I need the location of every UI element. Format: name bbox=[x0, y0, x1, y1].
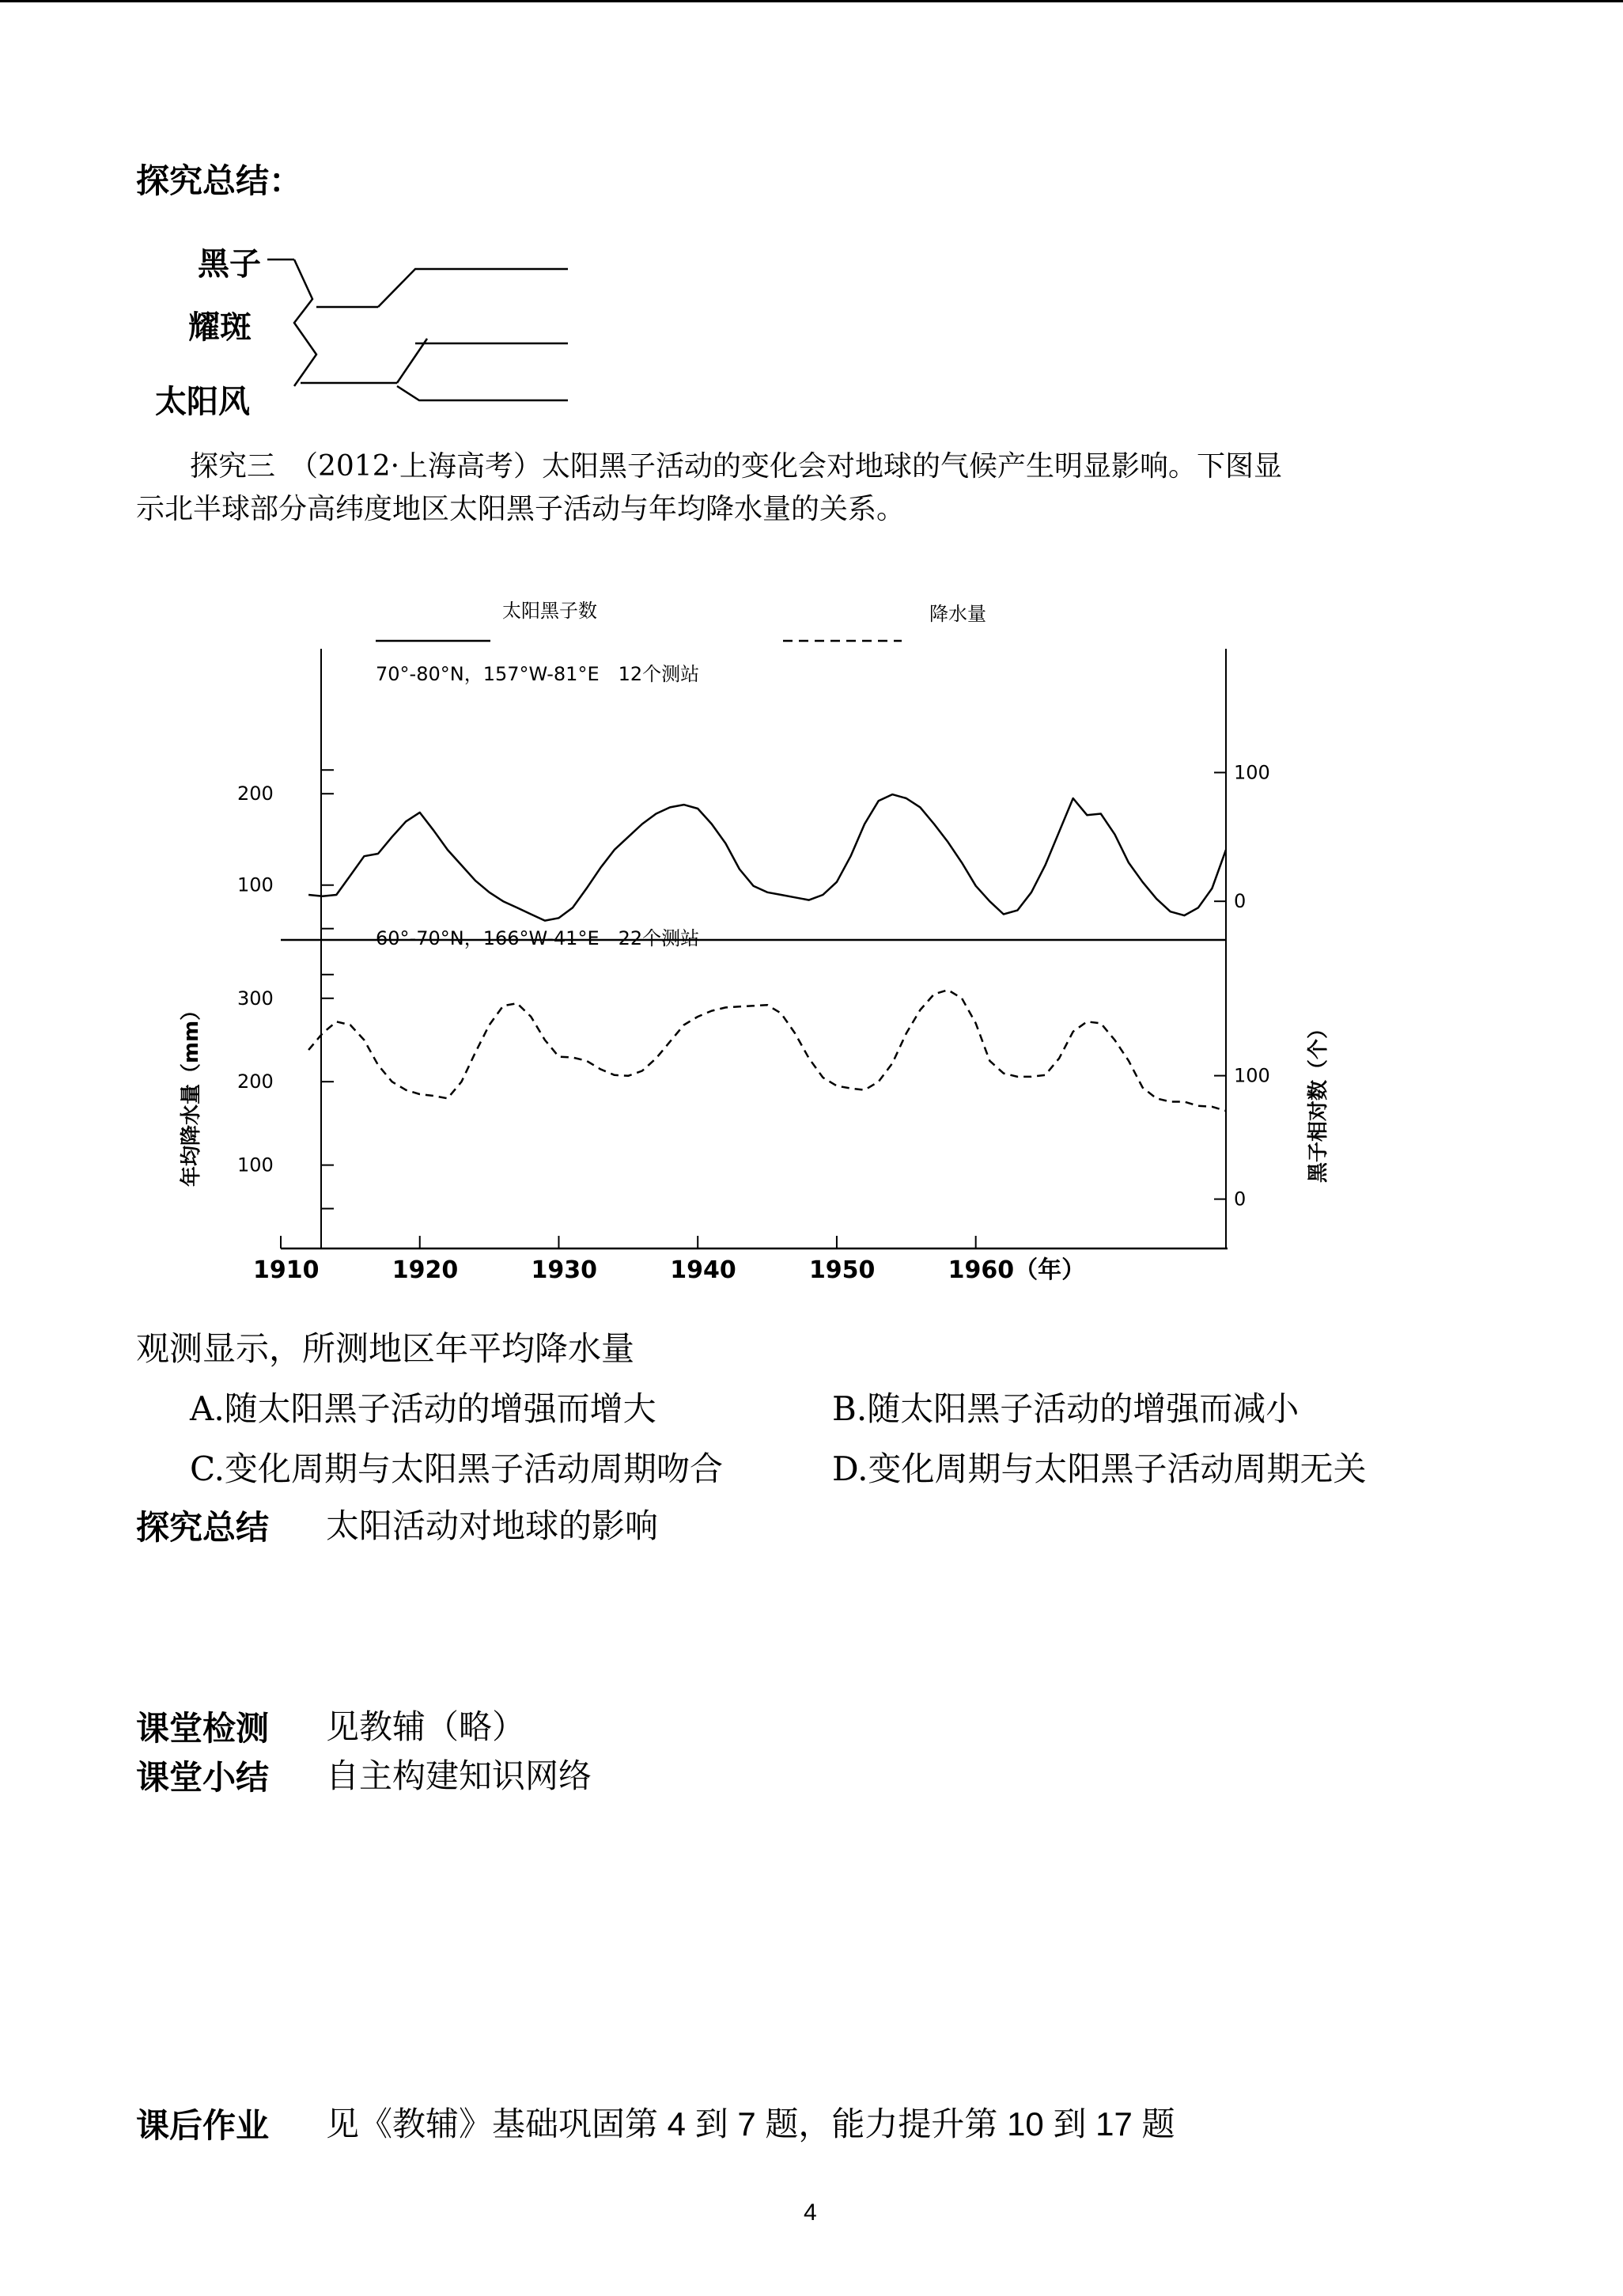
panel1-left-tick-label-200: 200 bbox=[237, 782, 274, 805]
panel1-left-tick-label-100: 100 bbox=[237, 873, 274, 896]
question-intro-line2: 示北半球部分高纬度地区太阳黑子活动与年均降水量的关系。 bbox=[136, 493, 906, 525]
question-stem: 观测显示，所测地区年平均降水量 bbox=[136, 1329, 635, 1368]
x-tick-label-1940: 1940 bbox=[670, 1256, 736, 1284]
option-a[interactable]: A.随太阳黑子活动的增强而增大 bbox=[190, 1389, 656, 1428]
classroom-test-text: 见教辅（略） bbox=[326, 1707, 526, 1746]
panel1-right-tick-label-0: 0 bbox=[1234, 890, 1247, 913]
summary1-heading: 探究总结： bbox=[136, 161, 303, 200]
homework-heading: 课后作业 bbox=[136, 2106, 270, 2145]
summary2-text: 太阳活动对地球的影响 bbox=[326, 1506, 659, 1545]
branch-diagram bbox=[150, 237, 593, 427]
diagram-label-sunspot: 黑子 bbox=[198, 246, 261, 282]
option-b[interactable]: B.随太阳黑子活动的增强而减小 bbox=[832, 1389, 1300, 1428]
x-tick-label-1910: 1910 bbox=[253, 1256, 320, 1284]
panel2-series-precipitation bbox=[308, 990, 1226, 1111]
classroom-summary-text: 自主构建知识网络 bbox=[326, 1756, 592, 1795]
question-intro-line1: 探究三 （2012·上海高考）太阳黑子活动的变化会对地球的气候产生明显影响。下图显 bbox=[190, 450, 1283, 483]
right-axis-label: 黑子相对数（个） bbox=[1307, 1017, 1330, 1183]
panel1-title: 70°-80°N，157°W-81°E 12个测站 bbox=[376, 663, 700, 685]
panel2-left-tick-label-200: 200 bbox=[237, 1070, 274, 1093]
diagram-label-flare: 耀斑 bbox=[188, 309, 252, 346]
panel2-left-tick-label-100: 100 bbox=[237, 1154, 274, 1176]
legend-precip-label: 降水量 bbox=[929, 603, 986, 625]
left-axis-label: 年均降水量（mm） bbox=[180, 999, 203, 1187]
sunspot-precipitation-chart bbox=[142, 570, 1330, 1284]
classroom-test-heading: 课堂检测 bbox=[136, 1709, 270, 1748]
panel1-right-tick-label-100: 100 bbox=[1234, 761, 1270, 784]
summary2-heading: 探究总结 bbox=[136, 1508, 270, 1547]
x-tick-label-1920: 1920 bbox=[392, 1256, 459, 1284]
page-top-border bbox=[0, 0, 1623, 2]
legend-sunspot-label: 太阳黑子数 bbox=[502, 600, 597, 622]
x-tick-label-1930: 1930 bbox=[531, 1256, 597, 1284]
panel2-title: 60°-70°N，166°W-41°E 22个测站 bbox=[376, 927, 700, 949]
classroom-summary-heading: 课堂小结 bbox=[136, 1758, 270, 1797]
page-number: 4 bbox=[804, 2199, 817, 2226]
panel1-series-sunspot bbox=[308, 794, 1226, 921]
x-tick-label-1950: 1950 bbox=[808, 1256, 876, 1284]
option-c[interactable]: C.变化周期与太阳黑子活动周期吻合 bbox=[190, 1449, 723, 1488]
panel2-right-tick-label-0: 0 bbox=[1234, 1188, 1247, 1211]
diagram-label-solar-wind: 太阳风 bbox=[155, 384, 250, 420]
option-d[interactable]: D.变化周期与太阳黑子活动周期无关 bbox=[832, 1449, 1367, 1488]
homework-text: 见《教辅》基础巩固第 4 到 7 题，能力提升第 10 到 17 题 bbox=[326, 2105, 1175, 2143]
diagram-lines bbox=[150, 237, 593, 427]
panel2-right-tick-label-100: 100 bbox=[1234, 1064, 1270, 1087]
panel2-left-tick-label-300: 300 bbox=[237, 987, 274, 1010]
x-tick-label-1960: 1960（年） bbox=[948, 1256, 1086, 1284]
